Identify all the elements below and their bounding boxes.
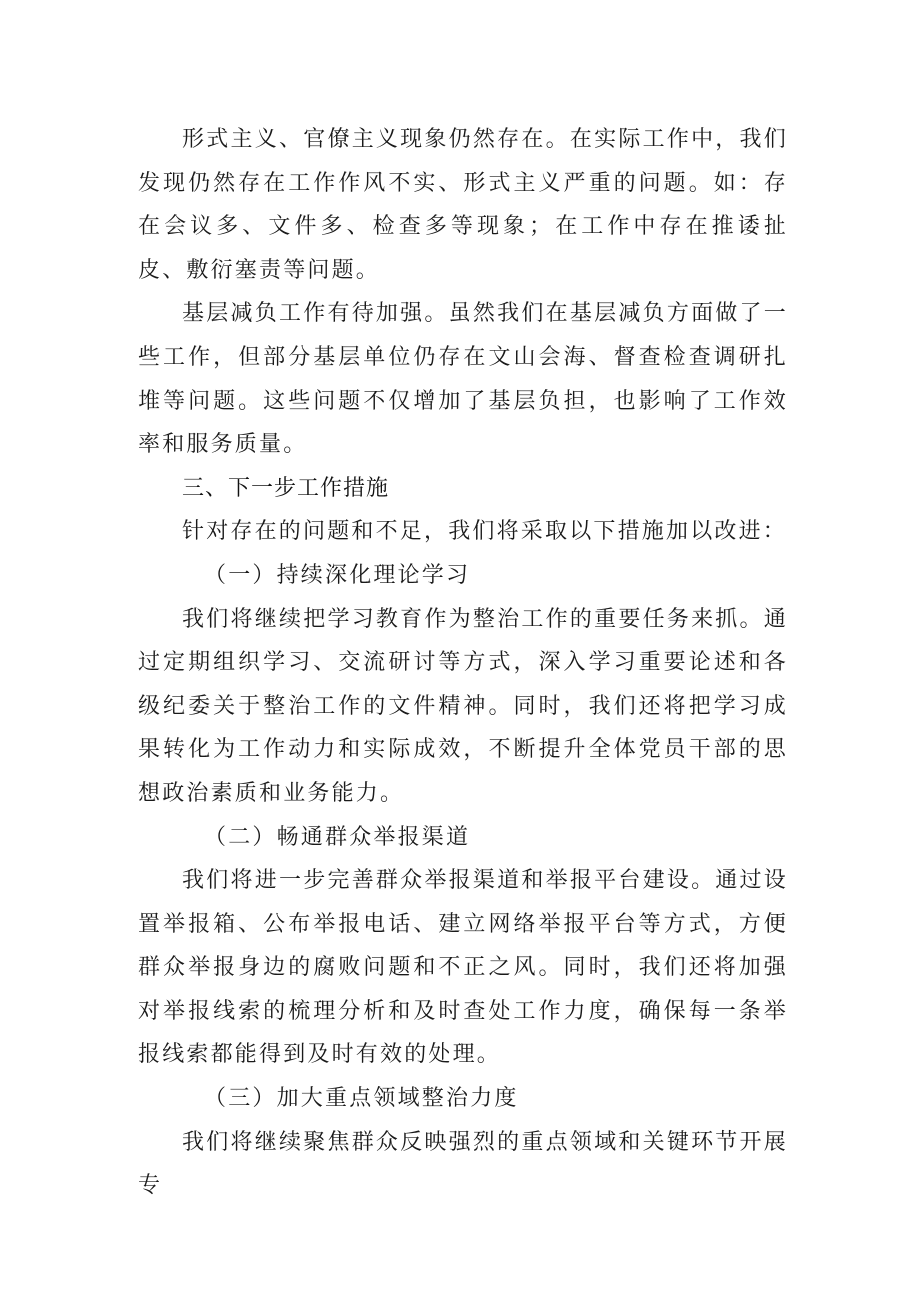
measure-3-title: （三）加大重点领域整治力度 (204, 1086, 519, 1112)
document-body (138, 118, 788, 1208)
section-intro: 针对存在的问题和不足，我们将采取以下措施加以改进： (182, 519, 788, 545)
section-title: 三、下一步工作措施 (182, 475, 390, 501)
paragraph-formalism-issue: 形式主义、官僚主义现象仍然存在。在实际工作中，我们发现仍然存在工作作风不实、形式主义严重的问题。如：存在会议多、文件多、检查多等现象；在工作中存在推诿扯皮、敷衍塞责等问题。 (138, 127, 788, 283)
measure-3-text: 我们将继续聚焦群众反映强烈的重点领域和关键环节开展专 (138, 1129, 788, 1199)
measure-2-title: （二）畅通群众举报渠道 (204, 824, 471, 850)
measure-1-text: 我们将继续把学习教育作为整治工作的重要任务来抓。通过定期组织学习、交流研讨等方式，深入学习重要论述和各级纪委关于整治工作的文件精神。同时，我们还将把学习成果转化为工作动力和实际成效，不断提升全体党员干部的思想政治素质和业务能力。 (138, 606, 788, 806)
measure-1-title: （一）持续深化理论学习 (204, 562, 471, 588)
measure-2-text: 我们将进一步完善群众举报渠道和举报平台建设。通过设置举报箱、公布举报电话、建立网络举报平台等方式，方便群众举报身边的腐败问题和不正之风。同时，我们还将加强对举报线索的梳理分析和及时查处工作力度，确保每一条举报线索都能得到及时有效的处理。 (138, 868, 788, 1068)
paragraph-grassroots-burden: 基层减负工作有待加强。虽然我们在基层减负方面做了一些工作，但部分基层单位仍存在文山会海、督查检查调研扎堆等问题。这些问题不仅增加了基层负担，也影响了工作效率和服务质量。 (138, 301, 788, 458)
